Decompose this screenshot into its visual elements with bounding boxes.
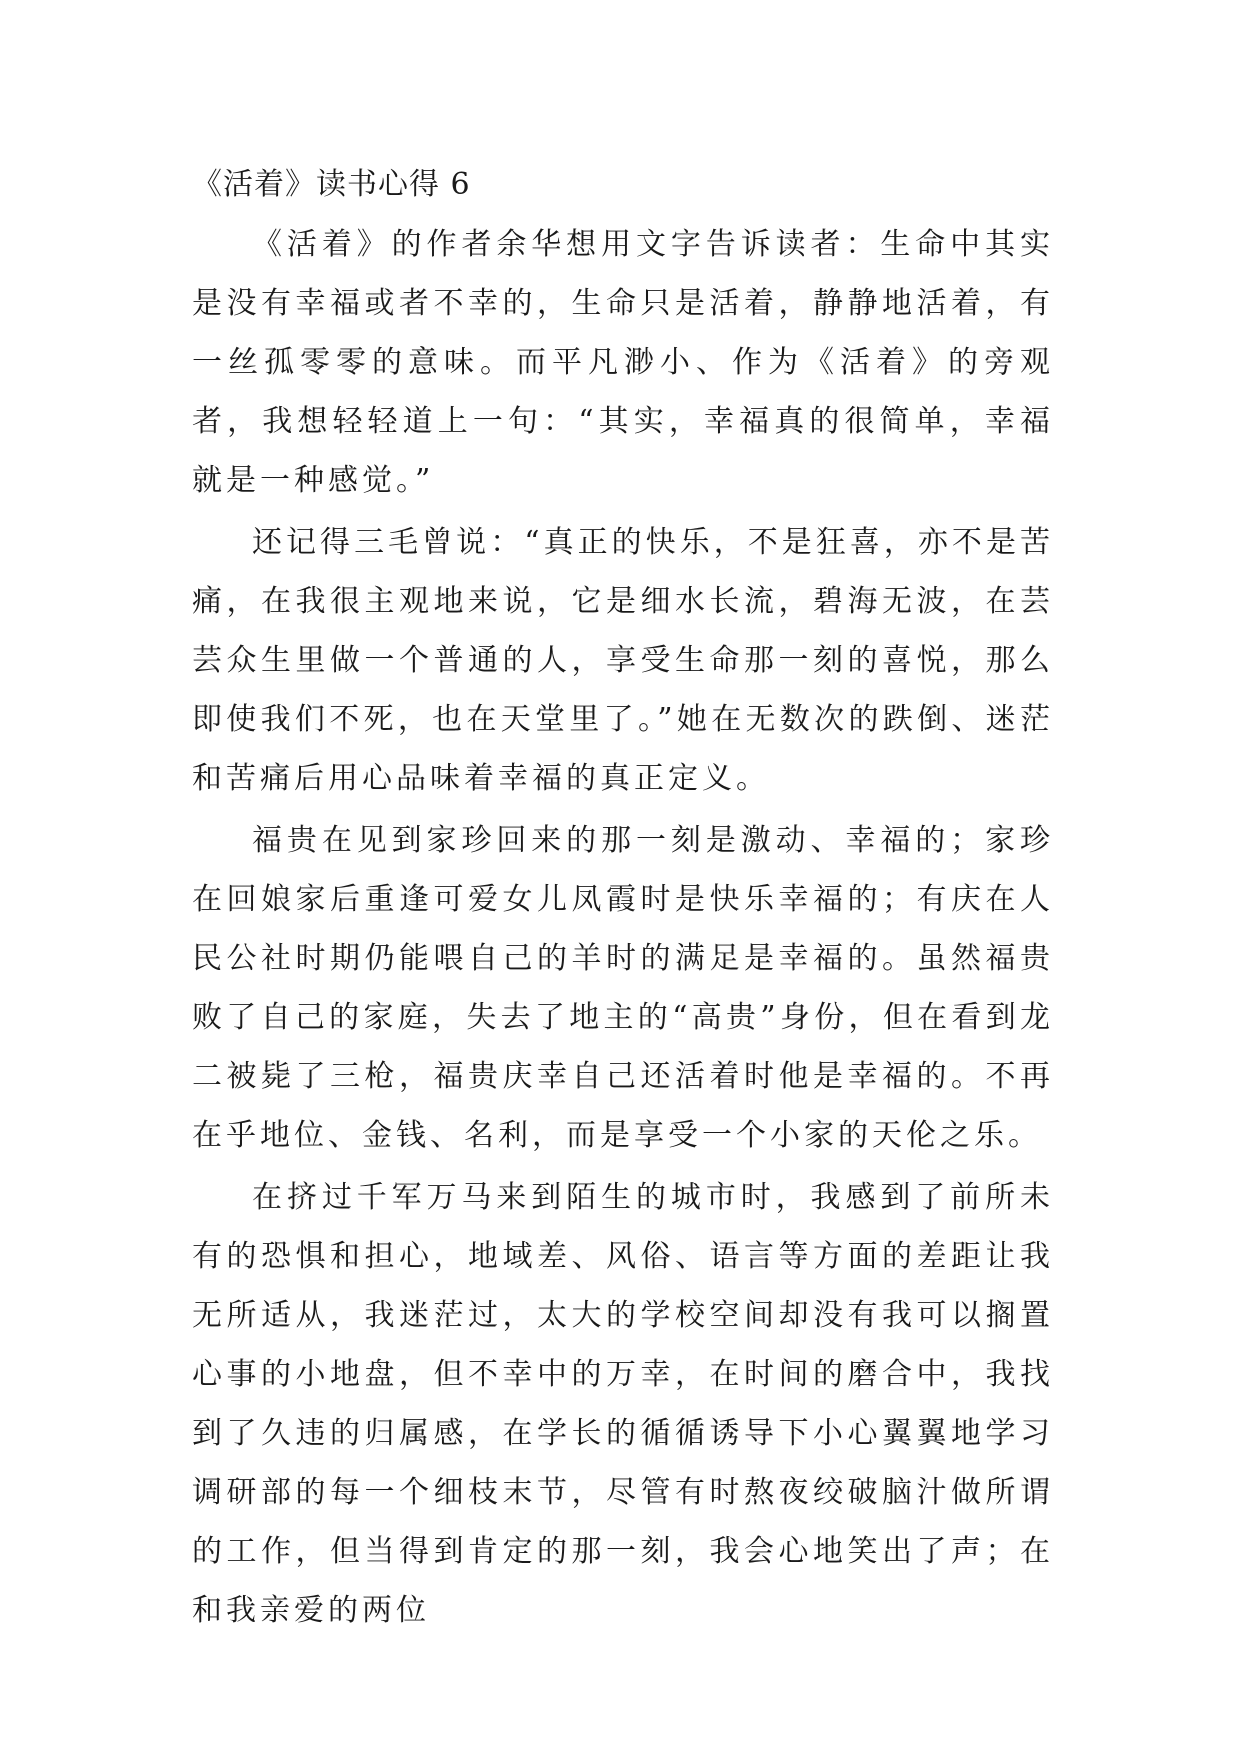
paragraph-1: 《活着》的作者余华想用文字告诉读者：生命中其实是没有幸福或者不幸的，生命只是活着，静静地活着，有一丝孤零零的意味。而平凡渺小、作为《活着》的旁观者，我想轻轻道上一句：“其实，幸福真的很简单，幸福就是一种感觉。” <box>192 227 1054 498</box>
document-title: 《活着》读书心得 6 <box>192 167 471 202</box>
paragraph-2: 还记得三毛曾说：“真正的快乐，不是狂喜，亦不是苦痛，在我很主观地来说，它是细水长流，碧海无波，在芸芸众生里做一个普通的人，享受生命那一刻的喜悦，那么即使我们不死，也在天堂里了。”她在无数次的跌倒、迷茫和苦痛后用心品味着幸福的真正定义。 <box>192 525 1054 796</box>
document-body <box>192 163 1054 1640</box>
paragraph-3: 福贵在见到家珍回来的那一刻是激动、幸福的；家珍在回娘家后重逢可爱女儿凤霞时是快乐幸福的；有庆在人民公社时期仍能喂自己的羊时的满足是幸福的。虽然福贵败了自己的家庭，失去了地主的“高贵”身份，但在看到龙二被毙了三枪，福贵庆幸自己还活着时他是幸福的。不再在乎地位、金钱、名利，而是享受一个小家的天伦之乐。 <box>192 823 1054 1153</box>
paragraph-4: 在挤过千军万马来到陌生的城市时，我感到了前所未有的恐惧和担心，地域差、风俗、语言等方面的差距让我无所适从，我迷茫过，太大的学校空间却没有我可以搁置心事的小地盘，但不幸中的万幸，在时间的磨合中，我找到了久违的归属感，在学长的循循诱导下小心翼翼地学习调研部的每一个细枝末节，尽管有时熬夜绞破脑汁做所谓的工作，但当得到肯定的那一刻，我会心地笑出了声；在和我亲爱的两位 <box>192 1180 1054 1628</box>
